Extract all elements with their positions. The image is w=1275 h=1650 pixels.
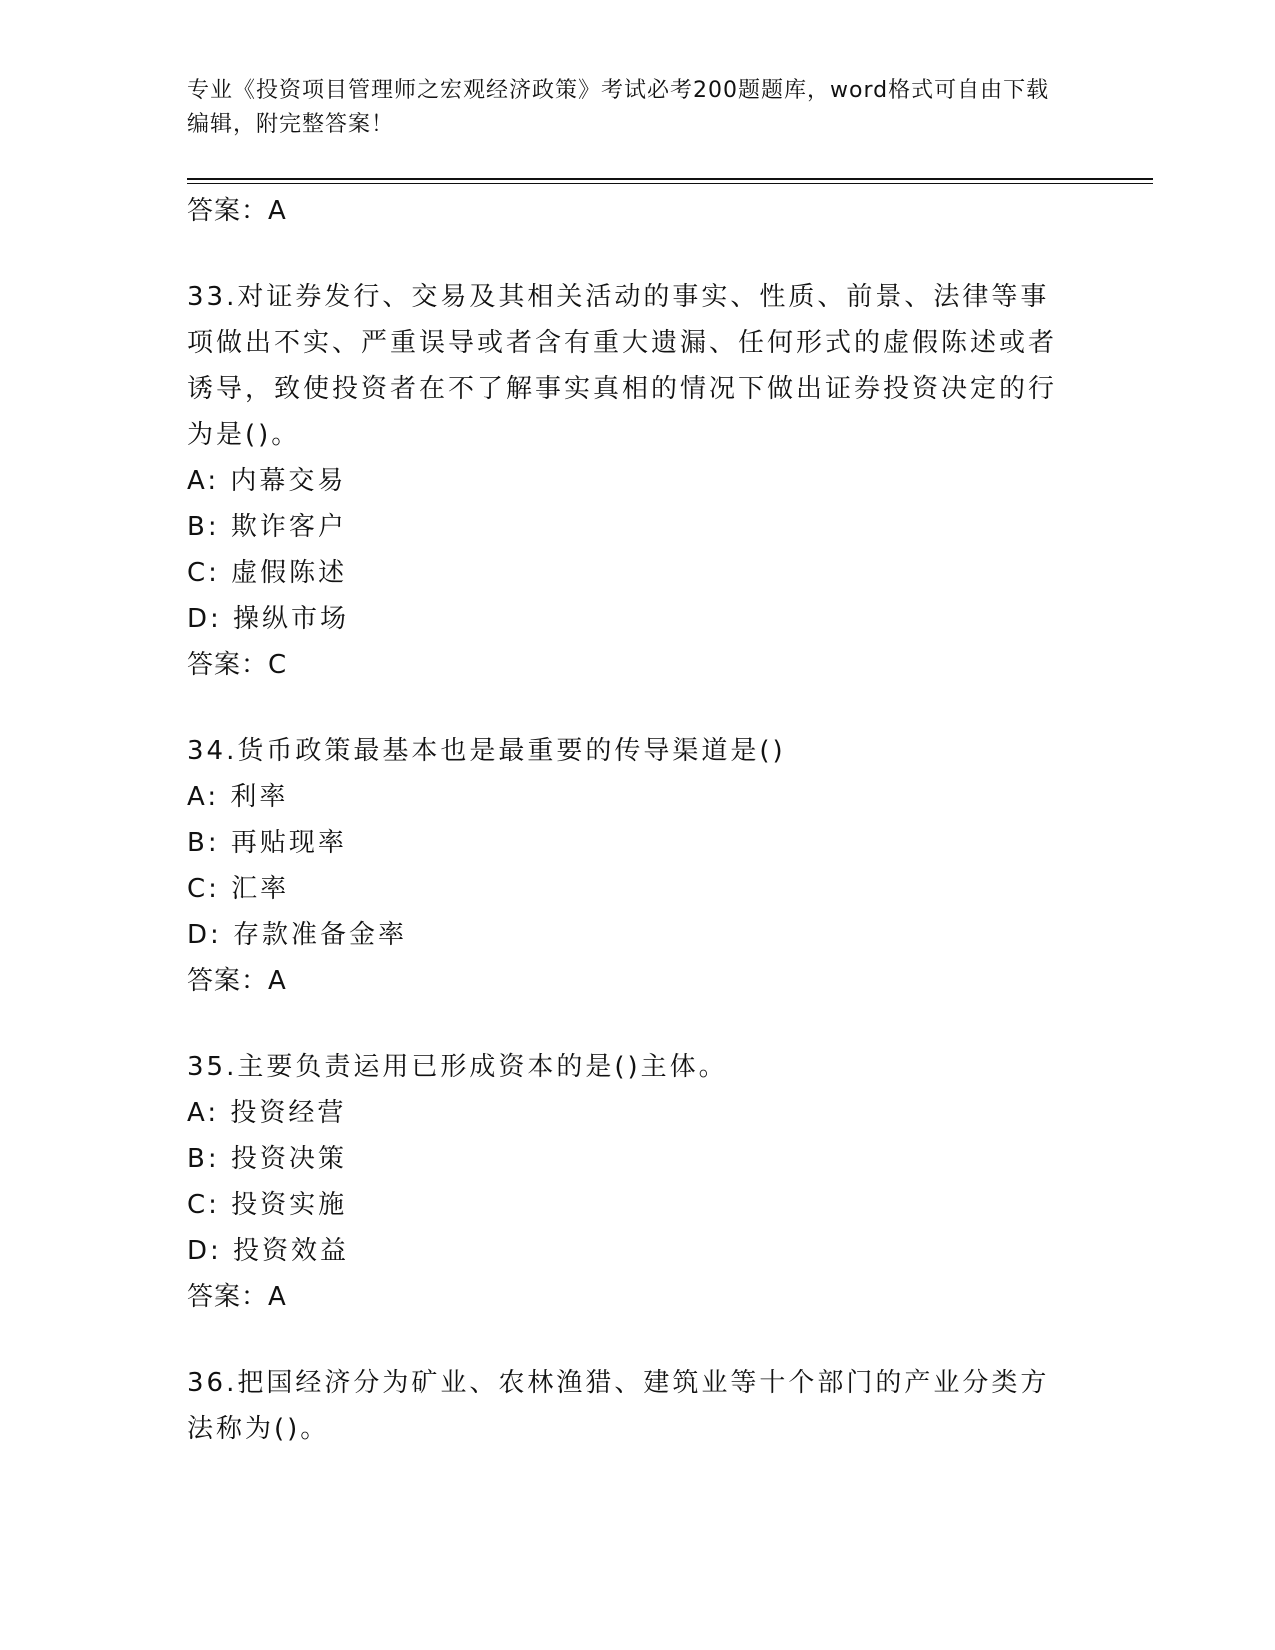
page-header: 专业《投资项目管理师之宏观经济政策》考试必考200题题库，word格式可自由下载编辑，附完整答案！ — [187, 78, 1050, 137]
question-stem: 36.把国经济分为矿业、农林渔猎、建筑业等十个部门的产业分类方法称为()。 — [187, 1368, 1050, 1444]
option-a: A: 投资经营 — [187, 1098, 347, 1128]
option-a: A: 利率 — [187, 782, 289, 812]
spacer — [187, 234, 1087, 274]
question-stem: 34.货币政策最基本也是最重要的传导渠道是() — [187, 736, 786, 766]
document-body — [187, 188, 1087, 1452]
spacer — [187, 688, 1087, 728]
answer-line: 答案：C — [187, 650, 288, 680]
question-36 — [187, 1360, 1087, 1452]
option-b: B: 投资决策 — [187, 1144, 347, 1174]
spacer — [187, 1004, 1087, 1044]
question-stem: 33.对证券发行、交易及其相关活动的事实、性质、前景、法律等事项做出不实、严重误导或者含有重大遗漏、任何形式的虚假陈述或者诱导，致使投资者在不了解事实真相的情况下做出证券投资决定的行为是()。 — [187, 282, 1058, 450]
header-rule-thick — [187, 178, 1153, 180]
option-d: D: 操纵市场 — [187, 604, 350, 634]
option-c: C: 投资实施 — [187, 1190, 348, 1220]
option-b: B: 再贴现率 — [187, 828, 347, 858]
question-33 — [187, 274, 1087, 688]
header-rule-thin — [187, 183, 1153, 184]
answer-line: 答案：A — [187, 1282, 287, 1312]
question-34 — [187, 728, 1087, 1004]
option-b: B: 欺诈客户 — [187, 512, 347, 542]
spacer — [187, 1320, 1087, 1360]
option-c: C: 汇率 — [187, 874, 290, 904]
option-a: A: 内幕交易 — [187, 466, 347, 496]
question-stem: 35.主要负责运用已形成资本的是()主体。 — [187, 1052, 728, 1082]
question-35 — [187, 1044, 1087, 1320]
option-d: D: 投资效益 — [187, 1236, 350, 1266]
option-c: C: 虚假陈述 — [187, 558, 348, 588]
answer-line: 答案：A — [187, 966, 287, 996]
option-d: D: 存款准备金率 — [187, 920, 408, 950]
answer-line: 答案：A — [187, 196, 287, 226]
